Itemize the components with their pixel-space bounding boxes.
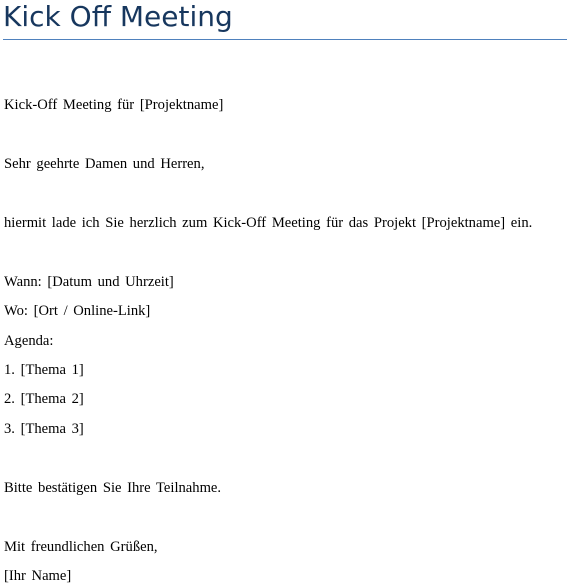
invitation-text: hiermit lade ich Sie herzlich zum Kick-Off Meeting für das Projekt [Projektname] ein. (4, 215, 533, 231)
agenda-item: 3. [Thema 3] (4, 421, 84, 437)
signature: [Ihr Name] (4, 568, 72, 584)
when-line: Wann: [Datum und Uhrzeit] (4, 274, 174, 290)
closing: Mit freundlichen Grüßen, (4, 539, 158, 555)
agenda-item: 2. [Thema 2] (4, 391, 84, 407)
subject-line: Kick-Off Meeting für [Projektname] (4, 97, 224, 113)
agenda-item: 1. [Thema 1] (4, 362, 84, 378)
document-title: Kick Off Meeting (3, 0, 233, 33)
title-underline (3, 39, 567, 40)
where-line: Wo: [Ort / Online-Link] (4, 303, 151, 319)
salutation: Sehr geehrte Damen und Herren, (4, 156, 205, 172)
agenda-label: Agenda: (4, 333, 54, 349)
confirmation-request: Bitte bestätigen Sie Ihre Teilnahme. (4, 480, 222, 496)
